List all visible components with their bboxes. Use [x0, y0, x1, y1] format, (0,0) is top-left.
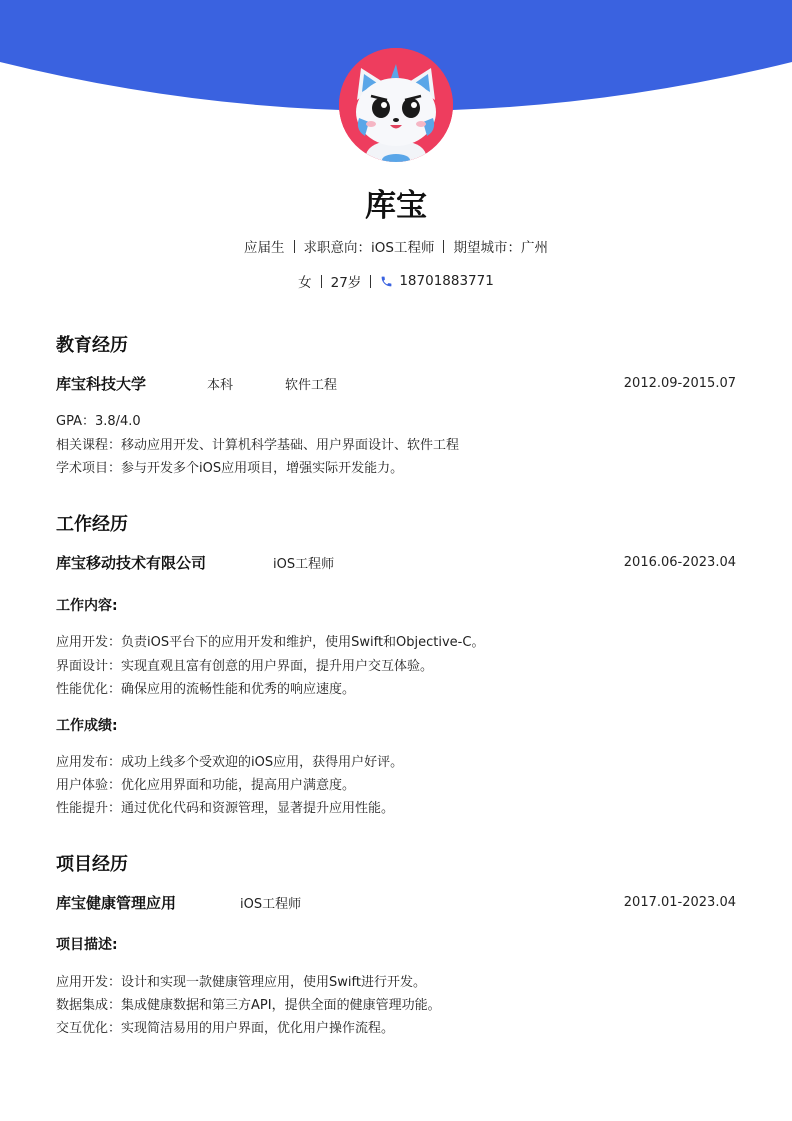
- section-title-work: 工作经历: [56, 514, 128, 535]
- school-name: 库宝科技大学: [56, 374, 147, 393]
- cat-mascot-icon: [339, 48, 453, 162]
- work-results-line: 性能提升：通过优化代码和资源管理，显著提升应用性能。: [56, 801, 395, 816]
- work-results-line: 应用发布：成功上线多个受欢迎的iOS应用，获得用户好评。: [56, 755, 404, 770]
- job-intent-text: 求职意向：iOS工程师: [303, 240, 435, 256]
- work-date: 2016.06-2023.04: [623, 554, 736, 570]
- education-entry: [56, 373, 736, 393]
- section-title-education: 教育经历: [56, 335, 128, 356]
- major-text: 软件工程: [285, 377, 338, 393]
- project-desc-line: 数据集成：集成健康数据和第三方API，提供全面的健康管理功能。: [56, 998, 441, 1013]
- status-text: 应届生: [244, 240, 285, 256]
- candidate-name: 库宝: [365, 188, 427, 224]
- work-content-line: 界面设计：实现直观且富有创意的用户界面，提升用户交互体验。: [56, 659, 434, 674]
- project-entry: [56, 892, 736, 912]
- info-line-intent: [0, 236, 792, 256]
- divider: [321, 275, 322, 288]
- age-text: 27岁: [330, 275, 362, 291]
- education-line: GPA：3.8/4.0: [56, 414, 141, 429]
- gender-text: 女: [298, 275, 312, 291]
- education-date: 2012.09-2015.07: [623, 375, 736, 391]
- work-results-title: 工作成绩:: [56, 718, 118, 734]
- work-role: iOS工程师: [273, 556, 335, 572]
- education-line: 相关课程：移动应用开发、计算机科学基础、用户界面设计、软件工程: [56, 438, 460, 453]
- work-content-line: 性能优化：确保应用的流畅性能和优秀的响应速度。: [56, 682, 356, 697]
- phone-icon: [380, 275, 393, 288]
- degree-text: 本科: [207, 377, 234, 393]
- project-desc-title: 项目描述:: [56, 937, 118, 953]
- divider: [443, 240, 444, 253]
- company-name: 库宝移动技术有限公司: [56, 553, 207, 572]
- divider: [370, 275, 371, 288]
- project-role: iOS工程师: [240, 896, 302, 912]
- work-entry: [56, 552, 736, 572]
- city-text: 期望城市：广州: [453, 240, 548, 256]
- project-desc-line: 应用开发：设计和实现一款健康管理应用，使用Swift进行开发。: [56, 975, 426, 990]
- project-desc-line: 交互优化：实现简洁易用的用户界面，优化用户操作流程。: [56, 1021, 395, 1036]
- work-results-line: 用户体验：优化应用界面和功能，提高用户满意度。: [56, 778, 356, 793]
- phone-number[interactable]: 18701883771: [399, 273, 494, 289]
- education-line: 学术项目：参与开发多个iOS应用项目，增强实际开发能力。: [56, 461, 404, 476]
- project-name: 库宝健康管理应用: [56, 893, 177, 912]
- info-line-personal: [0, 271, 792, 291]
- project-date: 2017.01-2023.04: [623, 894, 736, 910]
- work-content-line: 应用开发：负责iOS平台下的应用开发和维护，使用Swift和Objective-C。: [56, 635, 485, 650]
- avatar: [339, 48, 453, 162]
- section-title-project: 项目经历: [56, 854, 128, 875]
- divider: [294, 240, 295, 253]
- work-content-title: 工作内容:: [56, 598, 118, 614]
